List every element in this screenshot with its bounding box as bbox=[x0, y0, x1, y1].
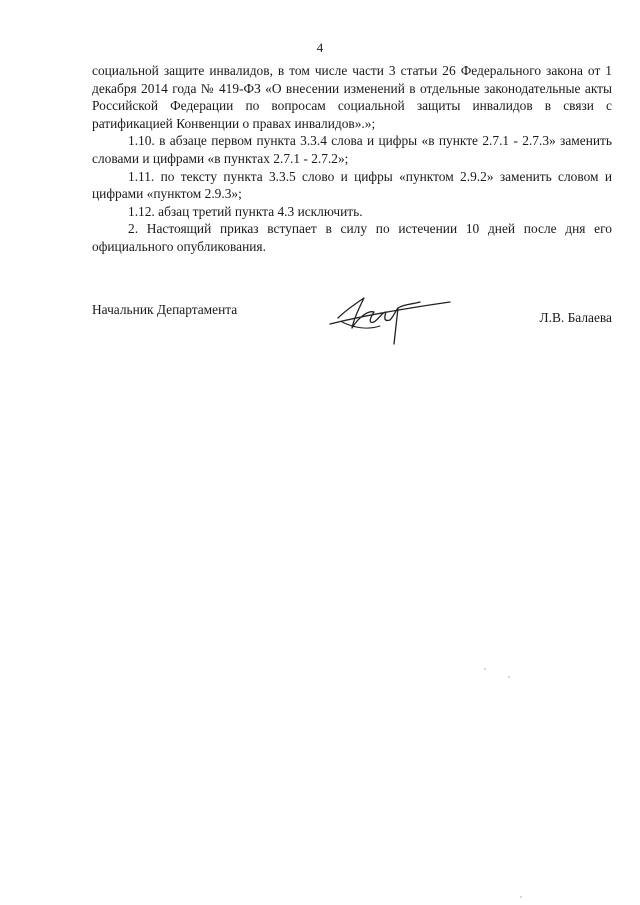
paragraph-continuation: социальной защите инвалидов, в том числе части 3 статьи 26 Федерального закона от 1 декабря 2014 года № 419-ФЗ «О внесении изменений в отдельные законодательные акты Российской Федерации по вопросам социальной защиты инвалидов в связи с ратификацией Конвенции о правах инвалидов».»; bbox=[92, 63, 612, 131]
signature-block bbox=[92, 296, 612, 356]
scan-speck bbox=[520, 896, 522, 898]
paragraph-item-1-11: 1.11. по тексту пункта 3.3.5 слово и цифры «пунктом 2.9.2» заменить словом и цифрами «пунктом 2.9.3»; bbox=[92, 168, 612, 202]
paragraph-item-1-12: 1.12. абзац третий пункта 4.3 исключить. bbox=[128, 203, 363, 219]
paragraph-item-2: 2. Настоящий приказ вступает в силу по истечении 10 дней после дня его официального опубликования. bbox=[92, 221, 612, 254]
page-number: 4 bbox=[316, 40, 324, 55]
handwritten-signature bbox=[324, 288, 454, 356]
signatory-position: Начальник Департамента bbox=[92, 302, 238, 317]
paragraph-item-1-10: 1.10. в абзаце первом пункта 3.3.4 слова и цифры «в пункте 2.7.1 - 2.7.3» заменить словами и цифрами «в пунктах 2.7.1 - 2.7.2»; bbox=[92, 133, 612, 166]
document-body bbox=[92, 62, 612, 256]
signatory-name: Л.В. Балаева bbox=[539, 310, 612, 325]
scan-speck bbox=[508, 676, 510, 678]
scan-speck bbox=[484, 668, 486, 670]
